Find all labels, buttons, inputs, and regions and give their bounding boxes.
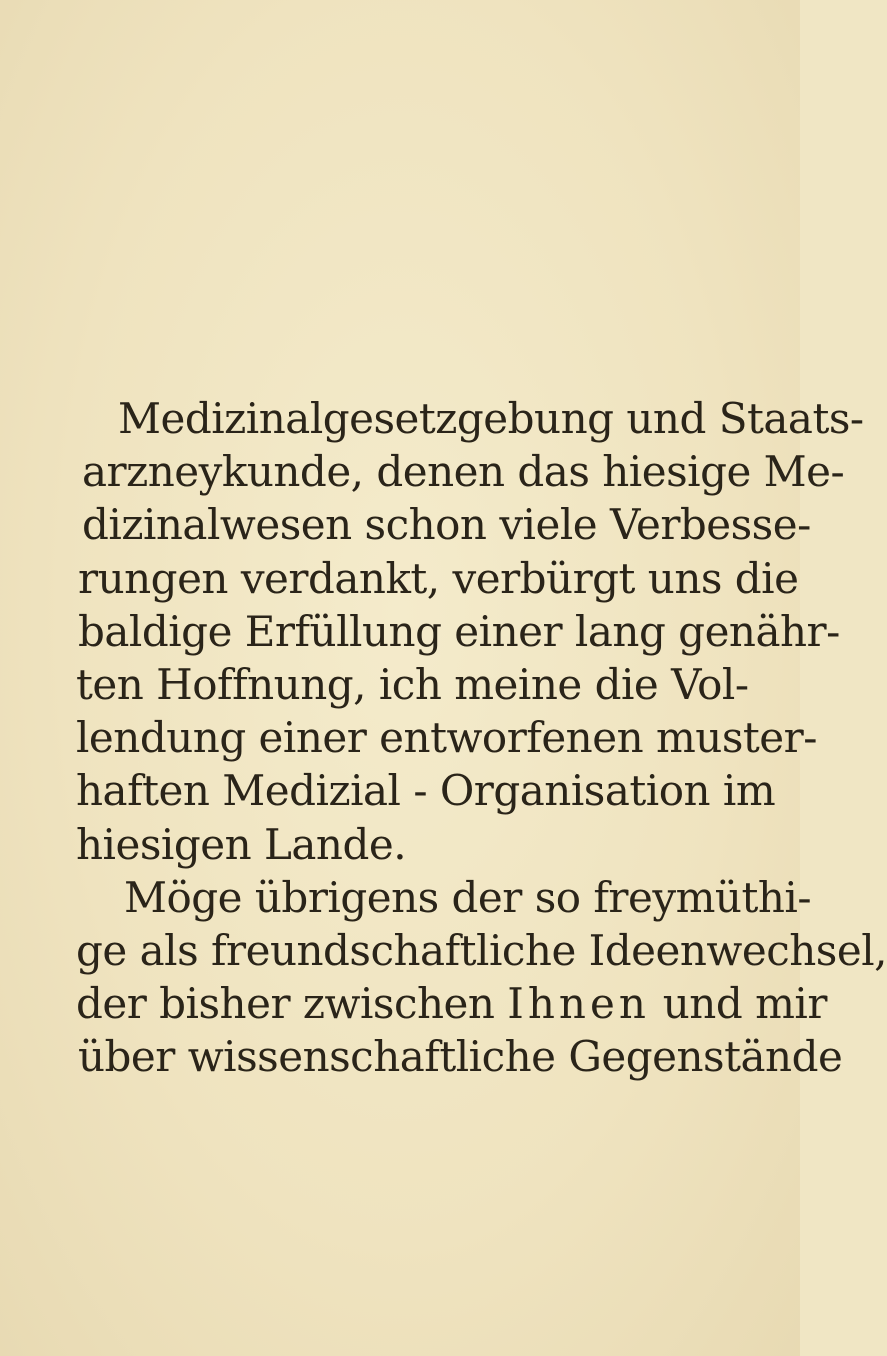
- text-line-12-before: der bisher zwischen: [76, 979, 508, 1029]
- text-line-8: haften Medizial - Organisation im: [76, 766, 776, 816]
- text-line-13: über wissenschaftliche Gegenstände: [78, 1032, 843, 1082]
- text-line-5: baldige Erfüllung einer lang genähr-: [78, 606, 840, 656]
- body-text: [68, 392, 887, 1083]
- text-line-12: [68, 977, 827, 1030]
- text-line-12-after: und mir: [649, 979, 827, 1029]
- text-line-12-spaced: Ihnen: [507, 979, 650, 1029]
- text-line-11: ge als freundschaftliche Ideenwechsel,: [76, 925, 887, 975]
- text-line-7: lendung einer entworfenen muster-: [76, 713, 817, 763]
- text-line-6: ten Hoffnung, ich meine die Vol-: [76, 659, 749, 709]
- text-line-9: hiesigen Lande.: [76, 819, 407, 869]
- text-line-1: Medizinalgesetzgebung und Staats-: [118, 394, 864, 443]
- text-line-2: arzneykunde, denen das hiesige Me-: [82, 447, 845, 497]
- text-line-3: dizinalwesen schon viele Verbesse-: [82, 500, 811, 550]
- text-line-4: rungen verdankt, verbürgt uns die: [78, 553, 799, 603]
- text-line-10: Möge übrigens der so freymüthi-: [124, 872, 812, 922]
